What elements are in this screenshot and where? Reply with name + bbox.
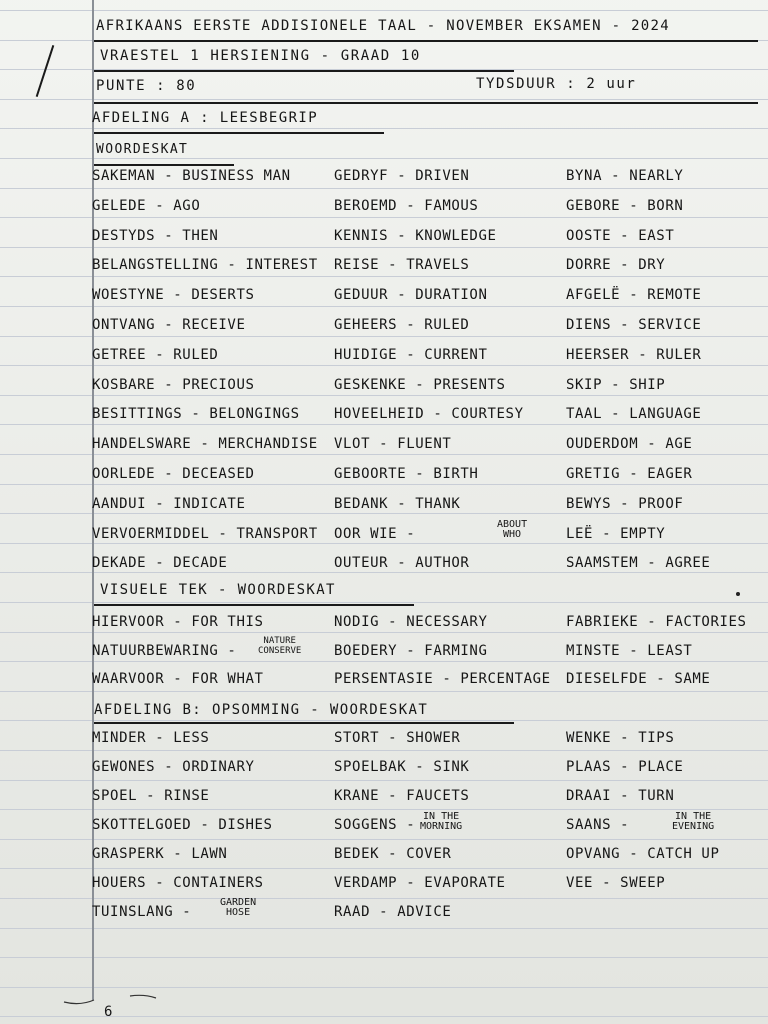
vocab-entry: BESITTINGS - BELONGINGS bbox=[92, 406, 300, 423]
vocab-entry: GESKENKE - PRESENTS bbox=[334, 376, 506, 393]
vocab-entry: PERSENTASIE - PERCENTAGE bbox=[334, 671, 551, 687]
vocab-entry: BELANGSTELLING - INTEREST bbox=[92, 257, 318, 274]
ruled-line bbox=[0, 158, 768, 159]
vocab-entry: BOEDERY - FARMING bbox=[334, 642, 488, 659]
saans-meaning-line-1: IN THE bbox=[675, 811, 712, 822]
soggens-meaning bbox=[420, 812, 462, 832]
vocab-entry: DEKADE - DECADE bbox=[92, 555, 228, 572]
vocab-entry: GRASPERK - LAWN bbox=[92, 846, 228, 862]
vocab-entry: SAAMSTEM - AGREE bbox=[566, 555, 711, 572]
natuur-meaning-line-2: CONSERVE bbox=[258, 646, 302, 656]
vocab-entry: PLAAS - PLACE bbox=[566, 759, 684, 775]
tuinslang-meaning-line-1: GARDEN bbox=[220, 897, 257, 908]
ruled-line bbox=[0, 868, 768, 869]
vocab-entry: GEHEERS - RULED bbox=[334, 317, 470, 333]
vocab-entry: ONTVANG - RECEIVE bbox=[92, 317, 246, 333]
ruled-line bbox=[0, 987, 768, 988]
oor-wie-meaning bbox=[497, 520, 527, 540]
vocab-entry: BEDANK - THANK bbox=[334, 495, 461, 512]
ruled-line bbox=[0, 839, 768, 840]
vocab-heading: WOORDESKAT bbox=[96, 142, 189, 157]
vocab-entry: MINSTE - LEAST bbox=[566, 642, 693, 659]
paper-underline bbox=[94, 70, 514, 72]
vocab-entry: NODIG - NECESSARY bbox=[334, 614, 488, 630]
ruled-line bbox=[0, 395, 768, 396]
vocab-entry: NATUURBEWARING - bbox=[92, 642, 237, 659]
vocab-entry: BEWYS - PROOF bbox=[566, 495, 684, 512]
vocab-entry: GEDUUR - DURATION bbox=[334, 287, 488, 304]
vocab-entry: DIENS - SERVICE bbox=[566, 317, 702, 333]
vocab-entry: HUIDIGE - CURRENT bbox=[334, 346, 488, 363]
section-a-heading: AFDELING A : LEESBEGRIP bbox=[92, 110, 319, 126]
vocab-entry: SKOTTELGOED - DISHES bbox=[92, 817, 273, 833]
vocab-entry: TUINSLANG - bbox=[92, 904, 192, 920]
vocab-entry: FABRIEKE - FACTORIES bbox=[566, 614, 747, 630]
vocab-entry: HIERVOOR - FOR THIS bbox=[92, 614, 264, 630]
ruled-line bbox=[0, 336, 768, 337]
saans-meaning bbox=[672, 812, 714, 832]
vocab-entry: GEBORE - BORN bbox=[566, 197, 684, 214]
vocab-entry: MINDER - LESS bbox=[92, 730, 210, 746]
vocab-entry: DRAAI - TURN bbox=[566, 788, 675, 804]
soggens-meaning-line-1: IN THE bbox=[423, 811, 460, 822]
duration-label: TYDSDUUR : 2 uur bbox=[476, 76, 637, 92]
vocab-entry: VEE - SWEEP bbox=[566, 875, 666, 891]
page-number-mark: 6 bbox=[104, 1004, 114, 1020]
ruled-line bbox=[0, 217, 768, 218]
oor-wie-meaning-line-1: ABOUT bbox=[497, 519, 528, 530]
vocab-entry: BYNA - NEARLY bbox=[566, 168, 684, 184]
ruled-line bbox=[0, 484, 768, 485]
vocab-entry: HOVEELHEID - COURTESY bbox=[334, 406, 524, 423]
ruled-line bbox=[0, 957, 768, 958]
marks-label: PUNTE : 80 bbox=[96, 78, 197, 94]
vocab-entry: LEË - EMPTY bbox=[566, 525, 666, 542]
vocab-entry: KOSBARE - PRECIOUS bbox=[92, 376, 255, 393]
vocab-entry: GEBOORTE - BIRTH bbox=[334, 466, 479, 482]
vocab-entry: REISE - TRAVELS bbox=[334, 257, 470, 274]
ruled-line bbox=[0, 780, 768, 781]
tuinslang-meaning bbox=[220, 898, 256, 918]
ruled-line bbox=[0, 809, 768, 810]
paper-title: VRAESTEL 1 HERSIENING - GRAAD 10 bbox=[100, 48, 421, 64]
ruled-line bbox=[0, 720, 768, 721]
vocab-entry: VERVOERMIDDEL - TRANSPORT bbox=[92, 525, 318, 542]
ruled-line bbox=[0, 928, 768, 929]
natuur-meaning-line-1: NATURE bbox=[263, 636, 296, 646]
visual-text-heading: VISUELE TEK - WOORDESKAT bbox=[100, 582, 336, 598]
vocab-entry: OUTEUR - AUTHOR bbox=[334, 555, 470, 572]
oor-wie-meaning-line-2: WHO bbox=[503, 529, 522, 540]
vocab-entry: GRETIG - EAGER bbox=[566, 466, 693, 482]
ruled-line bbox=[0, 661, 768, 662]
pen-slash-mark bbox=[36, 45, 55, 97]
ruled-line bbox=[0, 365, 768, 366]
vocab-entry: STORT - SHOWER bbox=[334, 730, 461, 746]
ruled-line bbox=[0, 898, 768, 899]
vocab-entry: WAARVOOR - FOR WHAT bbox=[92, 671, 264, 687]
vocab-entry: OUDERDOM - AGE bbox=[566, 436, 693, 453]
vocab-entry: DESTYDS - THEN bbox=[92, 227, 219, 244]
title-underline bbox=[94, 40, 758, 42]
section-b-heading: AFDELING B: OPSOMMING - WOORDESKAT bbox=[94, 702, 429, 718]
vocab-entry: WOESTYNE - DESERTS bbox=[92, 287, 255, 304]
vocab-entry: SAANS - bbox=[566, 817, 630, 833]
marks-underline bbox=[94, 102, 758, 104]
section-b-underline bbox=[94, 722, 514, 724]
vocab-entry: HEERSER - RULER bbox=[566, 346, 702, 363]
visual-text-underline bbox=[94, 604, 414, 606]
vocab-underline bbox=[94, 164, 234, 166]
ruled-line bbox=[0, 188, 768, 189]
vocab-entry: GEDRYF - DRIVEN bbox=[334, 168, 470, 184]
ruled-line bbox=[0, 424, 768, 425]
ruled-line bbox=[0, 10, 768, 11]
vocab-entry: AFGELË - REMOTE bbox=[566, 287, 702, 304]
vocab-entry: DORRE - DRY bbox=[566, 257, 666, 274]
vocab-entry: OOSTE - EAST bbox=[566, 227, 675, 244]
natuur-meaning bbox=[258, 636, 301, 656]
vocab-entry: BEDEK - COVER bbox=[334, 846, 452, 862]
ruled-line bbox=[0, 247, 768, 248]
vocab-entry: OORLEDE - DECEASED bbox=[92, 466, 255, 482]
vocab-entry: OPVANG - CATCH UP bbox=[566, 846, 720, 862]
vocab-entry: GETREE - RULED bbox=[92, 346, 219, 363]
vocab-entry: SPOEL - RINSE bbox=[92, 788, 210, 804]
vocab-entry: DIESELFDE - SAME bbox=[566, 671, 711, 687]
vocab-entry: SOGGENS - bbox=[334, 817, 416, 833]
page-scribble bbox=[60, 992, 180, 1022]
vocab-entry: KRANE - FAUCETS bbox=[334, 788, 470, 804]
ruled-line bbox=[0, 454, 768, 455]
ruled-line bbox=[0, 128, 768, 129]
ruled-line bbox=[0, 750, 768, 751]
vocab-entry: AANDUI - INDICATE bbox=[92, 495, 246, 512]
vocab-entry: HOUERS - CONTAINERS bbox=[92, 875, 264, 891]
vocab-entry: GEWONES - ORDINARY bbox=[92, 759, 255, 775]
vocab-entry: VERDAMP - EVAPORATE bbox=[334, 875, 506, 891]
pen-dot-mark bbox=[736, 592, 740, 596]
vocab-entry: RAAD - ADVICE bbox=[334, 904, 452, 920]
vocab-entry: GELEDE - AGO bbox=[92, 197, 201, 214]
vocab-entry: KENNIS - KNOWLEDGE bbox=[334, 227, 497, 244]
vocab-entry: TAAL - LANGUAGE bbox=[566, 406, 702, 423]
tuinslang-meaning-line-2: HOSE bbox=[226, 907, 251, 918]
ruled-line bbox=[0, 513, 768, 514]
vocab-entry: OOR WIE - bbox=[334, 525, 416, 542]
exam-title: AFRIKAANS EERSTE ADDISIONELE TAAL - NOVEMBER EKSAMEN - 2024 bbox=[96, 18, 670, 34]
ruled-line bbox=[0, 691, 768, 692]
vocab-entry: HANDELSWARE - MERCHANDISE bbox=[92, 436, 318, 453]
vocab-entry: SAKEMAN - BUSINESS MAN bbox=[92, 168, 291, 184]
vocab-entry: VLOT - FLUENT bbox=[334, 436, 452, 453]
ruled-line bbox=[0, 632, 768, 633]
ruled-line bbox=[0, 99, 768, 100]
vocab-entry: SKIP - SHIP bbox=[566, 376, 666, 393]
ruled-line bbox=[0, 572, 768, 573]
saans-meaning-line-2: EVENING bbox=[672, 821, 715, 832]
vocab-entry: BEROEMD - FAMOUS bbox=[334, 197, 479, 214]
section-a-underline bbox=[94, 132, 384, 134]
vocab-entry: SPOELBAK - SINK bbox=[334, 759, 470, 775]
ruled-line bbox=[0, 543, 768, 544]
ruled-line bbox=[0, 306, 768, 307]
ruled-line bbox=[0, 602, 768, 603]
vocab-entry: WENKE - TIPS bbox=[566, 730, 675, 746]
ruled-line bbox=[0, 276, 768, 277]
soggens-meaning-line-2: MORNING bbox=[420, 821, 463, 832]
